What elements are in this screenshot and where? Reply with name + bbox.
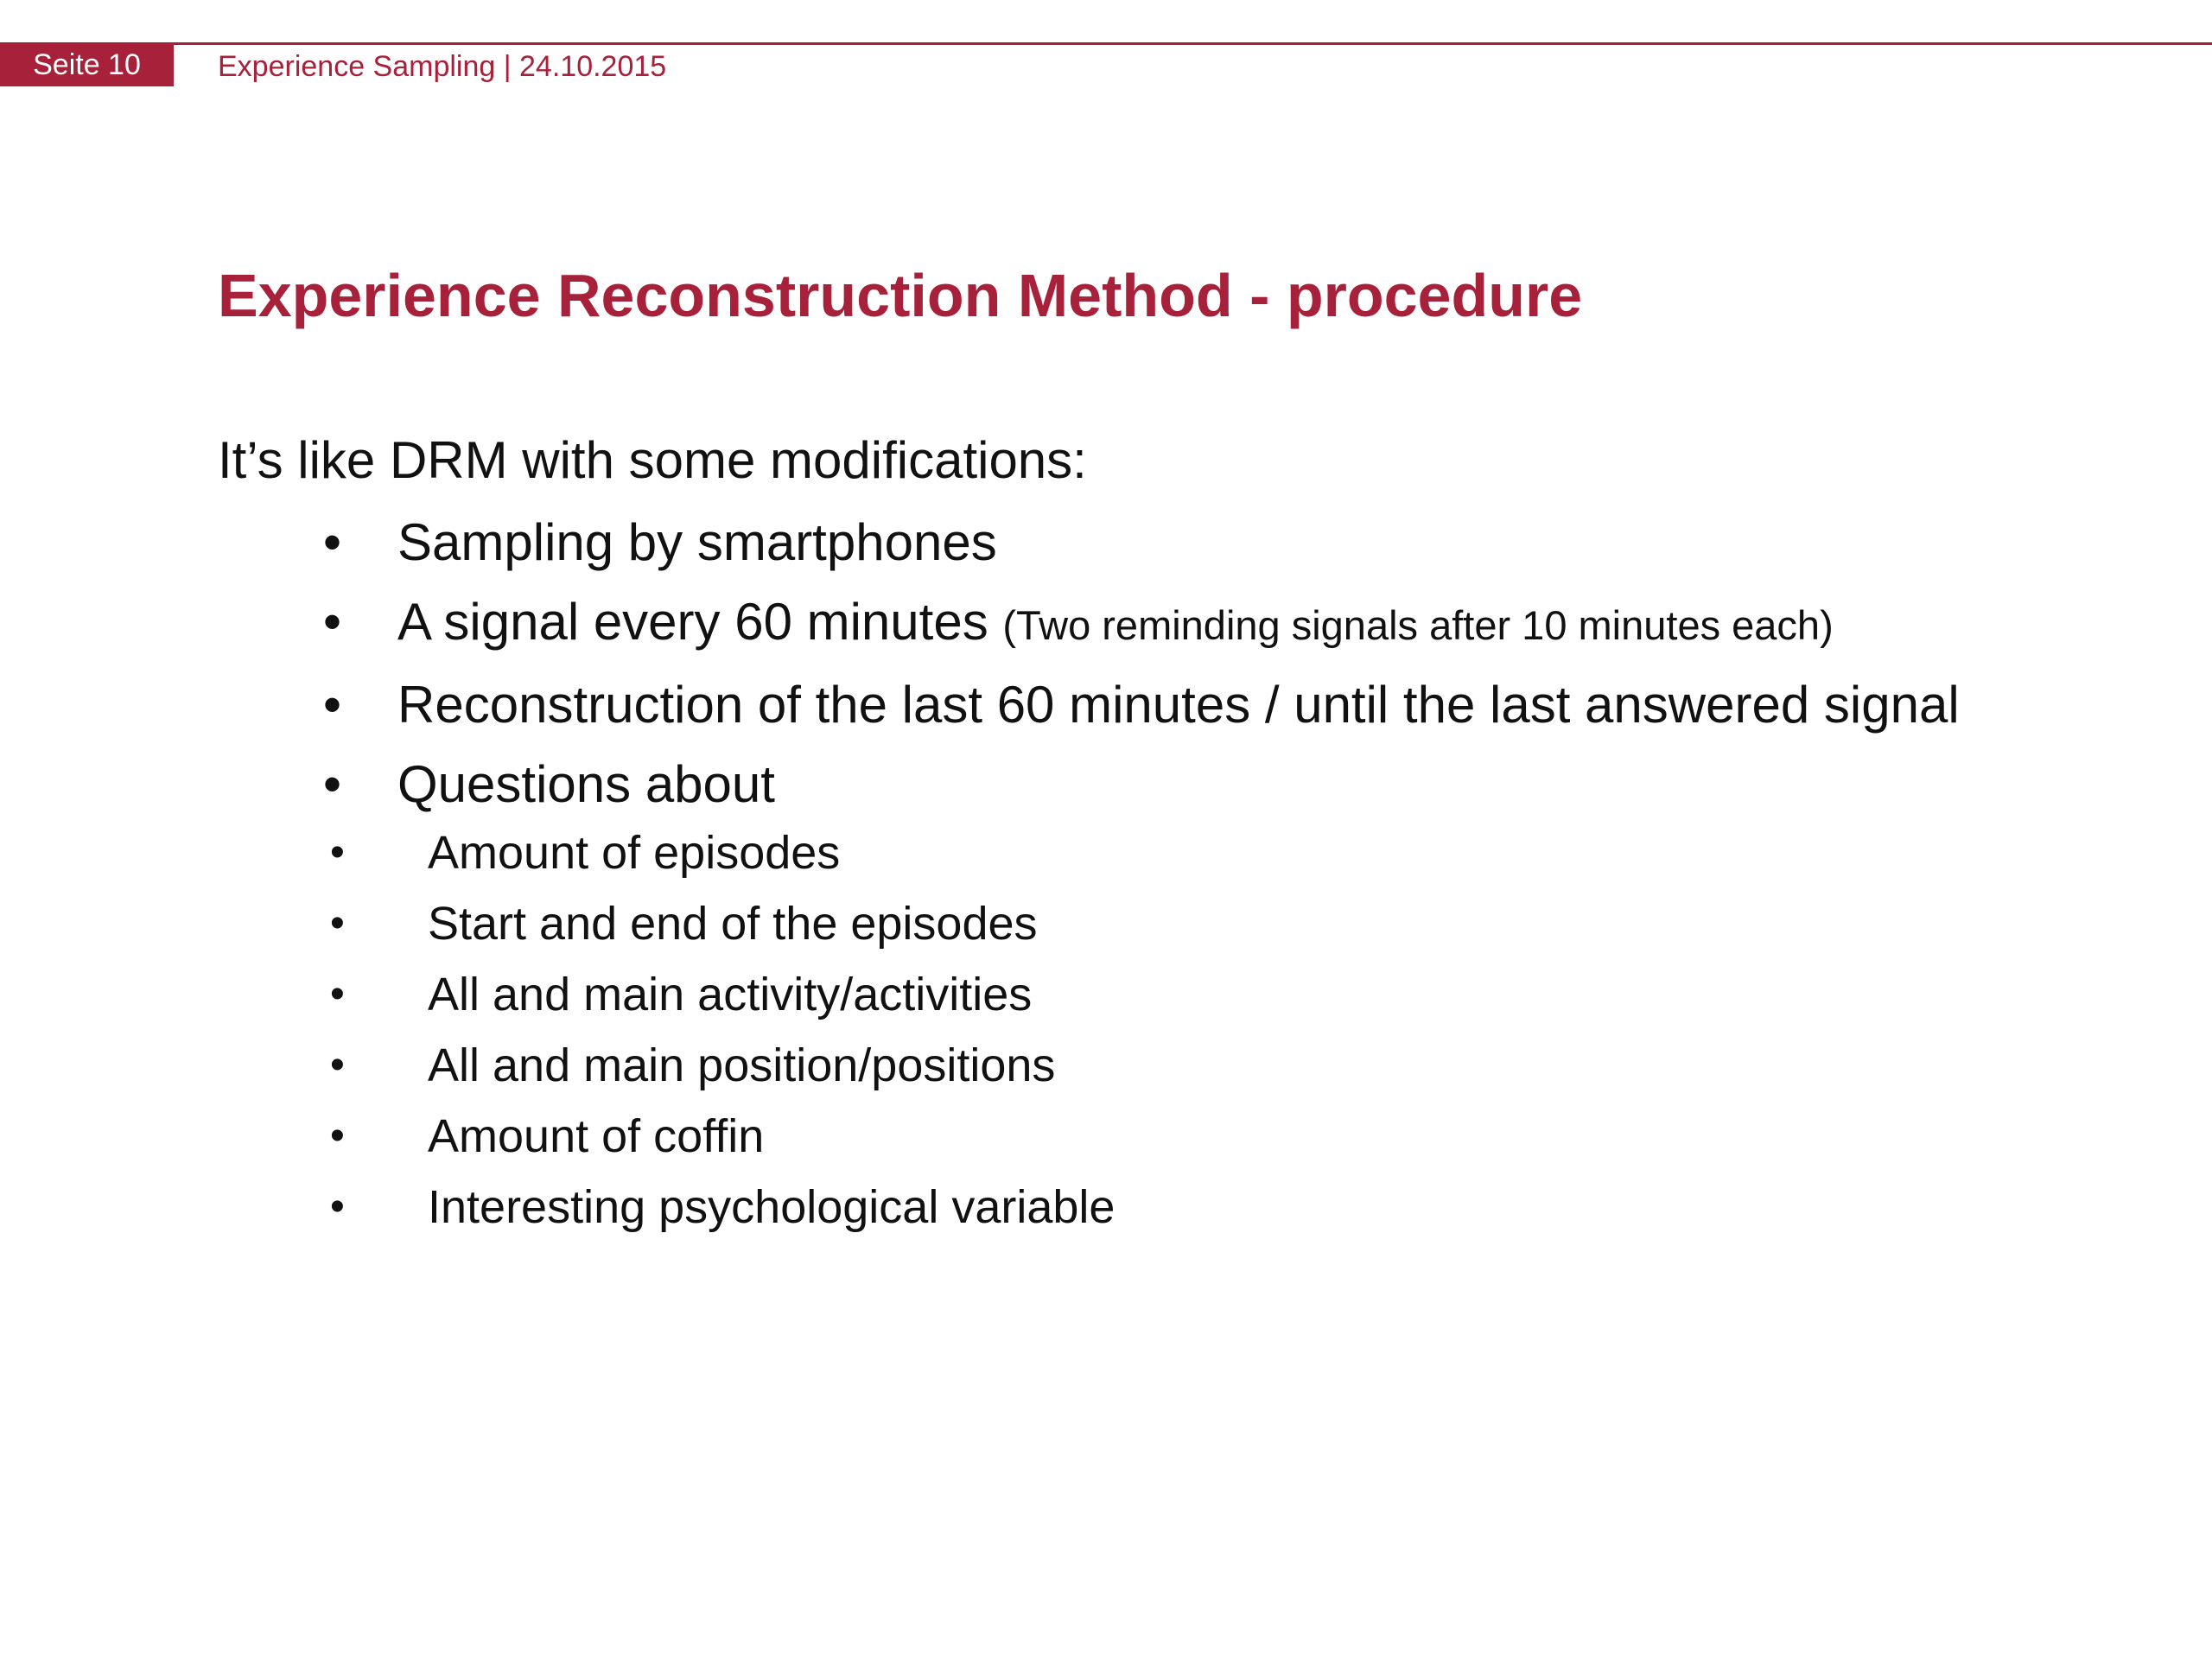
sub-list-item <box>330 1035 2032 1096</box>
sub-list-item <box>330 823 2032 883</box>
sub-list-item <box>330 964 2032 1025</box>
bullet-list <box>218 510 2032 1251</box>
list-item <box>218 752 2032 1237</box>
bullet-text: Reconstruction of the last 60 minutes / until the last answered signal <box>397 676 1960 734</box>
sub-bullet-icon: • <box>330 1184 345 1230</box>
bullet-text: A signal every 60 minutes <box>397 593 988 651</box>
page-number-badge: Seite 10 <box>0 43 174 86</box>
sub-bullet-text: Start and end of the episodes <box>428 898 1038 950</box>
sub-bullet-text: Interesting psychological variable <box>428 1181 1116 1233</box>
bullet-note: (Two reminding signals after 10 minutes each) <box>1002 602 1834 648</box>
list-item <box>218 510 2032 575</box>
intro-text: It’s like DRM with some modifications: <box>218 431 1087 489</box>
slide-title: Experience Reconstruction Method - procedure <box>218 262 1583 329</box>
bullet-text: Sampling by smartphones <box>397 513 997 571</box>
sub-bullet-icon: • <box>330 830 345 875</box>
sub-list-item <box>330 1106 2032 1166</box>
sub-bullet-icon: • <box>330 1113 345 1159</box>
list-item <box>218 672 2032 738</box>
sub-bullet-list <box>330 823 2032 1237</box>
bullet-icon: • <box>323 755 342 813</box>
sub-bullet-text: Amount of coffin <box>428 1110 765 1162</box>
sub-bullet-text: Amount of episodes <box>428 827 841 879</box>
bullet-text: Questions about <box>397 755 775 813</box>
header-title: Experience Sampling | 24.10.2015 <box>218 50 667 83</box>
list-item <box>218 589 2032 658</box>
sub-bullet-icon: • <box>330 971 345 1017</box>
sub-bullet-icon: • <box>330 900 345 946</box>
bullet-icon: • <box>323 593 342 651</box>
sub-bullet-text: All and main position/positions <box>428 1039 1056 1091</box>
sub-bullet-icon: • <box>330 1042 345 1088</box>
sub-list-item <box>330 1177 2032 1237</box>
sub-list-item <box>330 893 2032 954</box>
bullet-icon: • <box>323 513 342 571</box>
bullet-icon: • <box>323 676 342 734</box>
sub-bullet-text: All and main activity/activities <box>428 969 1033 1020</box>
